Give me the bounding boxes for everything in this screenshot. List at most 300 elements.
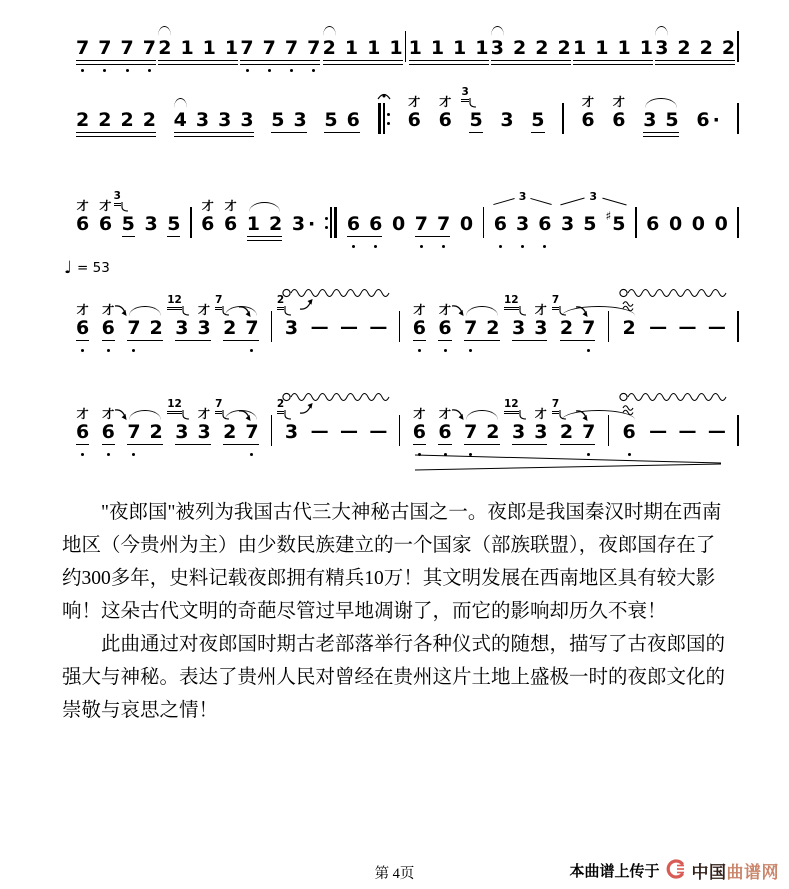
octave-dot-zone bbox=[223, 451, 236, 460]
octave-dot-zone bbox=[174, 139, 187, 148]
note-ornaments bbox=[120, 86, 133, 110]
grace-underline bbox=[167, 307, 182, 308]
underline bbox=[102, 340, 115, 341]
grace-underline bbox=[504, 307, 519, 308]
barline bbox=[562, 86, 564, 148]
underline bbox=[102, 444, 115, 445]
grace-note bbox=[215, 399, 230, 424]
barline-marks bbox=[737, 31, 739, 62]
note-number: 6 bbox=[346, 109, 360, 131]
note-number: 2 bbox=[223, 421, 237, 443]
octave-dot-zone bbox=[409, 67, 422, 76]
note bbox=[700, 14, 713, 76]
note-ornaments bbox=[197, 398, 210, 422]
note-digit bbox=[679, 422, 696, 442]
augmentation-dot: · bbox=[308, 213, 316, 235]
note bbox=[174, 86, 187, 148]
note-ornaments bbox=[285, 14, 298, 38]
note-digit bbox=[486, 318, 499, 338]
note-ornaments bbox=[649, 294, 666, 318]
underline-zone bbox=[708, 442, 725, 451]
note-cell bbox=[460, 190, 473, 252]
note-cell bbox=[461, 86, 483, 148]
underline bbox=[512, 444, 547, 445]
note-digit bbox=[677, 38, 690, 58]
beam-group bbox=[347, 190, 382, 252]
note-ornaments bbox=[224, 190, 237, 214]
note-digit bbox=[150, 318, 163, 338]
note-number: — bbox=[369, 317, 387, 338]
note-digit bbox=[700, 38, 713, 58]
note-digit bbox=[581, 110, 594, 130]
note-ornaments bbox=[99, 190, 112, 214]
note-digit bbox=[486, 422, 499, 442]
note-digit bbox=[311, 422, 328, 442]
footer-page-number: 第 4页 bbox=[374, 866, 415, 882]
note bbox=[180, 14, 193, 76]
note-digit bbox=[122, 214, 135, 234]
underline bbox=[174, 132, 254, 133]
grace-underline bbox=[167, 309, 182, 310]
note bbox=[665, 86, 678, 148]
beam-notes bbox=[409, 14, 489, 76]
note-digit bbox=[415, 214, 428, 234]
underline-zone bbox=[408, 130, 421, 139]
note-ornaments bbox=[311, 398, 328, 422]
note-digit bbox=[722, 38, 735, 58]
barline bbox=[378, 86, 391, 148]
note-number: — bbox=[707, 317, 725, 338]
note-digit bbox=[431, 38, 444, 58]
grace-digit: 2 bbox=[276, 398, 285, 410]
note-number: 7 bbox=[307, 37, 321, 59]
description-line: 约300多年，史料记载夜郎拥有精兵10万！其文明发展在西南地区具有较大影 bbox=[62, 568, 716, 589]
note-ornaments bbox=[409, 14, 422, 38]
note-number: 2 bbox=[677, 37, 691, 59]
note-ornaments bbox=[679, 294, 696, 318]
octave-dot-zone bbox=[285, 347, 298, 356]
note bbox=[143, 86, 156, 148]
note-digit bbox=[247, 214, 260, 234]
octave-dot-zone bbox=[460, 243, 473, 252]
octave-dot bbox=[521, 245, 524, 248]
note bbox=[439, 86, 452, 148]
beam-notes bbox=[271, 86, 306, 148]
note-ornaments bbox=[581, 86, 594, 110]
underline bbox=[76, 340, 89, 341]
note-cell bbox=[715, 190, 728, 252]
repeat-dots bbox=[325, 207, 328, 238]
underline-zone bbox=[224, 234, 237, 243]
note-cell bbox=[201, 190, 214, 252]
beam-group bbox=[127, 294, 162, 356]
repeat-dot bbox=[325, 226, 328, 229]
note-cell bbox=[113, 190, 135, 252]
note-cell bbox=[102, 294, 115, 356]
note-ornaments bbox=[415, 190, 428, 214]
beam-group bbox=[491, 14, 571, 76]
note bbox=[475, 14, 488, 76]
note-ornaments bbox=[345, 14, 358, 38]
octave-dot-zone bbox=[535, 67, 548, 76]
note-number: 1 bbox=[595, 37, 609, 59]
thin-bar bbox=[737, 207, 739, 238]
octave-dot bbox=[418, 349, 421, 352]
barline-marks bbox=[737, 415, 739, 446]
note bbox=[431, 14, 444, 76]
underline bbox=[175, 340, 210, 341]
beam-group bbox=[503, 294, 548, 356]
note-ornaments bbox=[180, 14, 193, 38]
octave-dot-zone bbox=[76, 67, 89, 76]
note-cell bbox=[439, 86, 452, 148]
note-number: 6 bbox=[581, 109, 595, 131]
octave-dot-zone bbox=[98, 67, 111, 76]
underline bbox=[158, 64, 238, 65]
note-digit bbox=[669, 214, 682, 234]
octave-dot-zone bbox=[167, 243, 180, 252]
note-number: 2 bbox=[120, 109, 134, 131]
note-ornaments bbox=[347, 190, 360, 214]
note-ornaments bbox=[669, 190, 682, 214]
triplet-bracket bbox=[492, 192, 554, 207]
note-number: 5 bbox=[324, 109, 338, 131]
underline bbox=[247, 236, 282, 237]
note bbox=[453, 14, 466, 76]
beam-notes bbox=[464, 398, 499, 460]
note-digit bbox=[324, 110, 337, 130]
octave-dot-zone bbox=[143, 67, 156, 76]
grace-digit: 7 bbox=[551, 294, 560, 306]
note-number: 6 bbox=[76, 213, 90, 235]
ornament-cai: 才 bbox=[198, 407, 211, 421]
note bbox=[649, 398, 666, 460]
octave-dot bbox=[290, 69, 293, 72]
note bbox=[311, 398, 328, 460]
octave-dot-zone bbox=[453, 67, 466, 76]
note bbox=[557, 14, 570, 76]
barline-marks bbox=[405, 31, 407, 62]
note-number: 0 bbox=[714, 213, 728, 235]
underline-zone bbox=[340, 442, 357, 451]
octave-dot-zone bbox=[369, 347, 386, 356]
note-digit bbox=[347, 110, 360, 130]
note-number: 7 bbox=[245, 421, 259, 443]
note bbox=[389, 14, 402, 76]
underline bbox=[573, 60, 653, 61]
note-digit bbox=[560, 422, 573, 442]
note-number: 3 bbox=[195, 109, 210, 131]
note-digit bbox=[203, 38, 216, 58]
note bbox=[491, 14, 504, 76]
note-number: 2 bbox=[98, 109, 112, 131]
octave-dot-zone bbox=[245, 347, 258, 356]
note-digit bbox=[535, 38, 548, 58]
note-digit bbox=[127, 318, 140, 338]
barline bbox=[737, 294, 739, 356]
note bbox=[311, 294, 328, 356]
octave-dot-zone bbox=[692, 243, 705, 252]
note-number: 6 bbox=[646, 213, 660, 235]
underline bbox=[409, 60, 489, 61]
beam-notes bbox=[643, 86, 678, 148]
note-ornaments bbox=[120, 14, 133, 38]
description-line: 强大与神秘。表达了贵州人民对曾经在贵州这片土地上盛极一时的夜郎文化的 bbox=[62, 667, 726, 688]
barline bbox=[737, 190, 739, 252]
note-ornaments bbox=[340, 294, 357, 318]
note-ornaments bbox=[201, 190, 214, 214]
barline-marks bbox=[608, 415, 610, 446]
underline bbox=[223, 340, 258, 341]
note-number: — bbox=[339, 421, 357, 442]
octave-dot-zone bbox=[340, 347, 357, 356]
beam-group bbox=[76, 86, 156, 148]
note bbox=[197, 294, 210, 356]
note-ornaments bbox=[271, 86, 284, 110]
repeat-dot bbox=[325, 217, 328, 220]
note-number: 5 bbox=[665, 109, 679, 131]
note-number: 4 bbox=[173, 109, 187, 131]
note-cell bbox=[276, 398, 299, 460]
grace-note-digits bbox=[215, 399, 222, 414]
thin-bar bbox=[330, 207, 332, 238]
octave-dot-zone bbox=[464, 347, 477, 356]
barline bbox=[635, 190, 637, 252]
note-ornaments bbox=[534, 294, 547, 318]
note-number: 2 bbox=[557, 37, 571, 59]
thin-bar bbox=[399, 311, 401, 342]
note-ornaments bbox=[677, 14, 690, 38]
underline bbox=[127, 444, 162, 445]
octave-dot-zone bbox=[369, 451, 386, 460]
octave-dot-zone bbox=[311, 451, 328, 460]
triplet-arc-right bbox=[602, 198, 626, 206]
note-digit bbox=[469, 110, 482, 130]
note-digit bbox=[285, 38, 298, 58]
note-digit bbox=[692, 214, 705, 234]
note bbox=[285, 14, 298, 76]
octave-dot-zone bbox=[512, 347, 525, 356]
note-number: 1 bbox=[246, 213, 260, 235]
note-cell bbox=[612, 86, 625, 148]
note-number: 6 bbox=[101, 317, 115, 339]
thin-bar bbox=[608, 311, 610, 342]
octave-dot-zone bbox=[722, 67, 735, 76]
note bbox=[293, 86, 306, 148]
note-digit bbox=[560, 318, 573, 338]
note-ornaments bbox=[367, 14, 380, 38]
note-number: 7 bbox=[142, 37, 156, 59]
octave-dot-zone bbox=[491, 67, 504, 76]
underline bbox=[491, 64, 571, 65]
description bbox=[62, 496, 733, 727]
note-number: 2 bbox=[269, 213, 283, 235]
underline bbox=[167, 236, 180, 237]
beam-notes bbox=[76, 14, 156, 76]
octave-dot bbox=[81, 69, 84, 72]
note-digit bbox=[708, 318, 725, 338]
ornament-cai: 才 bbox=[439, 407, 452, 421]
barline bbox=[325, 190, 338, 252]
note-ornaments bbox=[113, 190, 135, 214]
note-ornaments bbox=[557, 14, 570, 38]
thin-bar bbox=[608, 415, 610, 446]
note-ornaments bbox=[167, 190, 180, 214]
beam-group bbox=[573, 14, 653, 76]
barline bbox=[271, 294, 273, 356]
underline bbox=[438, 444, 451, 445]
octave-dot-zone bbox=[557, 67, 570, 76]
beam-notes bbox=[491, 14, 571, 76]
underline-zone bbox=[340, 338, 357, 347]
octave-dot-zone bbox=[679, 347, 696, 356]
note bbox=[573, 14, 586, 76]
note-number: 6 bbox=[101, 421, 115, 443]
ornament-cai: 才 bbox=[224, 199, 237, 213]
note-ornaments bbox=[324, 86, 337, 110]
note-ornaments bbox=[513, 14, 526, 38]
note bbox=[438, 294, 451, 356]
underline bbox=[122, 236, 135, 237]
octave-dot-zone bbox=[582, 347, 595, 356]
note-digit bbox=[340, 422, 357, 442]
beam-notes bbox=[167, 294, 211, 356]
note bbox=[367, 14, 380, 76]
note-number: 2 bbox=[149, 421, 163, 443]
site-name-light: 曲谱网 bbox=[726, 863, 779, 882]
octave-dot-zone bbox=[144, 243, 157, 252]
slide-down-arrow-icon bbox=[451, 302, 465, 321]
octave-dot-zone bbox=[223, 347, 236, 356]
note-number: 5 bbox=[612, 213, 626, 235]
octave-dot-zone bbox=[323, 67, 336, 76]
note bbox=[722, 14, 735, 76]
octave-dot-zone bbox=[150, 451, 163, 460]
underline bbox=[323, 64, 403, 65]
underline-zone bbox=[392, 234, 405, 243]
octave-dot-zone bbox=[247, 243, 260, 252]
underline-zone bbox=[494, 234, 507, 243]
slide-down-arrow-icon bbox=[238, 303, 252, 322]
note-ornaments bbox=[708, 398, 725, 422]
octave-dot-zone bbox=[640, 67, 653, 76]
note-digit bbox=[437, 214, 450, 234]
repeat-dot bbox=[387, 122, 390, 125]
note bbox=[692, 190, 705, 252]
note bbox=[595, 14, 608, 76]
underline bbox=[127, 340, 162, 341]
octave-dot bbox=[352, 245, 355, 248]
note-number: 0 bbox=[691, 213, 706, 235]
barline bbox=[190, 190, 192, 252]
grace-underline bbox=[504, 413, 519, 414]
note-number: 1 bbox=[572, 37, 587, 59]
octave-dot-zone bbox=[311, 347, 328, 356]
beam-notes bbox=[503, 398, 548, 460]
note bbox=[679, 398, 696, 460]
note-digit bbox=[369, 318, 386, 338]
note-ornaments bbox=[431, 14, 444, 38]
note bbox=[413, 294, 426, 356]
note-number: 3 bbox=[175, 421, 189, 443]
duration-dash bbox=[708, 398, 725, 460]
grace-note bbox=[461, 87, 476, 112]
grace-digit: 7 bbox=[551, 398, 560, 410]
note-ornaments bbox=[392, 190, 405, 214]
note-number: 2 bbox=[158, 37, 172, 59]
note-digit bbox=[143, 110, 156, 130]
ornament-cai: 才 bbox=[413, 407, 426, 421]
grace-hook-icon bbox=[519, 405, 527, 424]
note bbox=[415, 190, 428, 252]
note-ornaments bbox=[438, 398, 451, 422]
note bbox=[323, 14, 336, 76]
barline-marks bbox=[271, 415, 273, 446]
note-ornaments bbox=[438, 294, 451, 318]
note-digit bbox=[224, 214, 237, 234]
note-number: 6 bbox=[201, 213, 215, 235]
note-digit bbox=[271, 110, 284, 130]
grace-underline bbox=[277, 411, 284, 412]
underline-zone bbox=[201, 234, 214, 243]
note-number: 3 bbox=[534, 421, 548, 443]
note-number: 3 bbox=[197, 317, 211, 339]
barline-marks bbox=[399, 311, 401, 342]
note-cell bbox=[669, 190, 682, 252]
octave-dot bbox=[543, 245, 546, 248]
note-digit bbox=[409, 38, 422, 58]
underline-zone bbox=[460, 234, 473, 243]
note-ornaments bbox=[437, 190, 450, 214]
note bbox=[413, 398, 426, 460]
grace-underline bbox=[277, 413, 284, 414]
note-cell bbox=[167, 190, 180, 252]
note bbox=[437, 190, 450, 252]
note-number: 6 bbox=[369, 213, 383, 235]
underline-zone bbox=[144, 234, 157, 243]
grace-underline bbox=[215, 309, 222, 310]
ornament-cai: 才 bbox=[439, 303, 452, 317]
octave-dot-zone bbox=[560, 347, 573, 356]
barline-marks bbox=[399, 415, 401, 446]
note-digit bbox=[369, 214, 382, 234]
grace-underline bbox=[277, 309, 284, 310]
octave-dot-zone bbox=[218, 139, 231, 148]
note-digit bbox=[120, 110, 133, 130]
note-digit bbox=[439, 110, 452, 130]
note-number: 6 bbox=[612, 109, 626, 131]
note-digit bbox=[649, 318, 666, 338]
underline-zone bbox=[76, 234, 89, 243]
octave-dot-zone bbox=[269, 243, 282, 252]
thin-bar bbox=[737, 311, 739, 342]
note bbox=[102, 294, 115, 356]
octave-dot-zone bbox=[307, 67, 320, 76]
note bbox=[292, 190, 315, 252]
note-digit bbox=[512, 318, 525, 338]
ornament-cai: 才 bbox=[612, 95, 625, 109]
beam-group bbox=[167, 294, 211, 356]
octave-dot-zone bbox=[561, 243, 574, 252]
note-number: 7 bbox=[284, 37, 299, 59]
note-digit bbox=[464, 318, 477, 338]
note-number: 2 bbox=[559, 317, 574, 339]
underline bbox=[76, 60, 156, 61]
note-number: 3 bbox=[511, 421, 526, 443]
note-ornaments bbox=[408, 86, 421, 110]
note-digit bbox=[438, 318, 451, 338]
note-digit bbox=[475, 38, 488, 58]
